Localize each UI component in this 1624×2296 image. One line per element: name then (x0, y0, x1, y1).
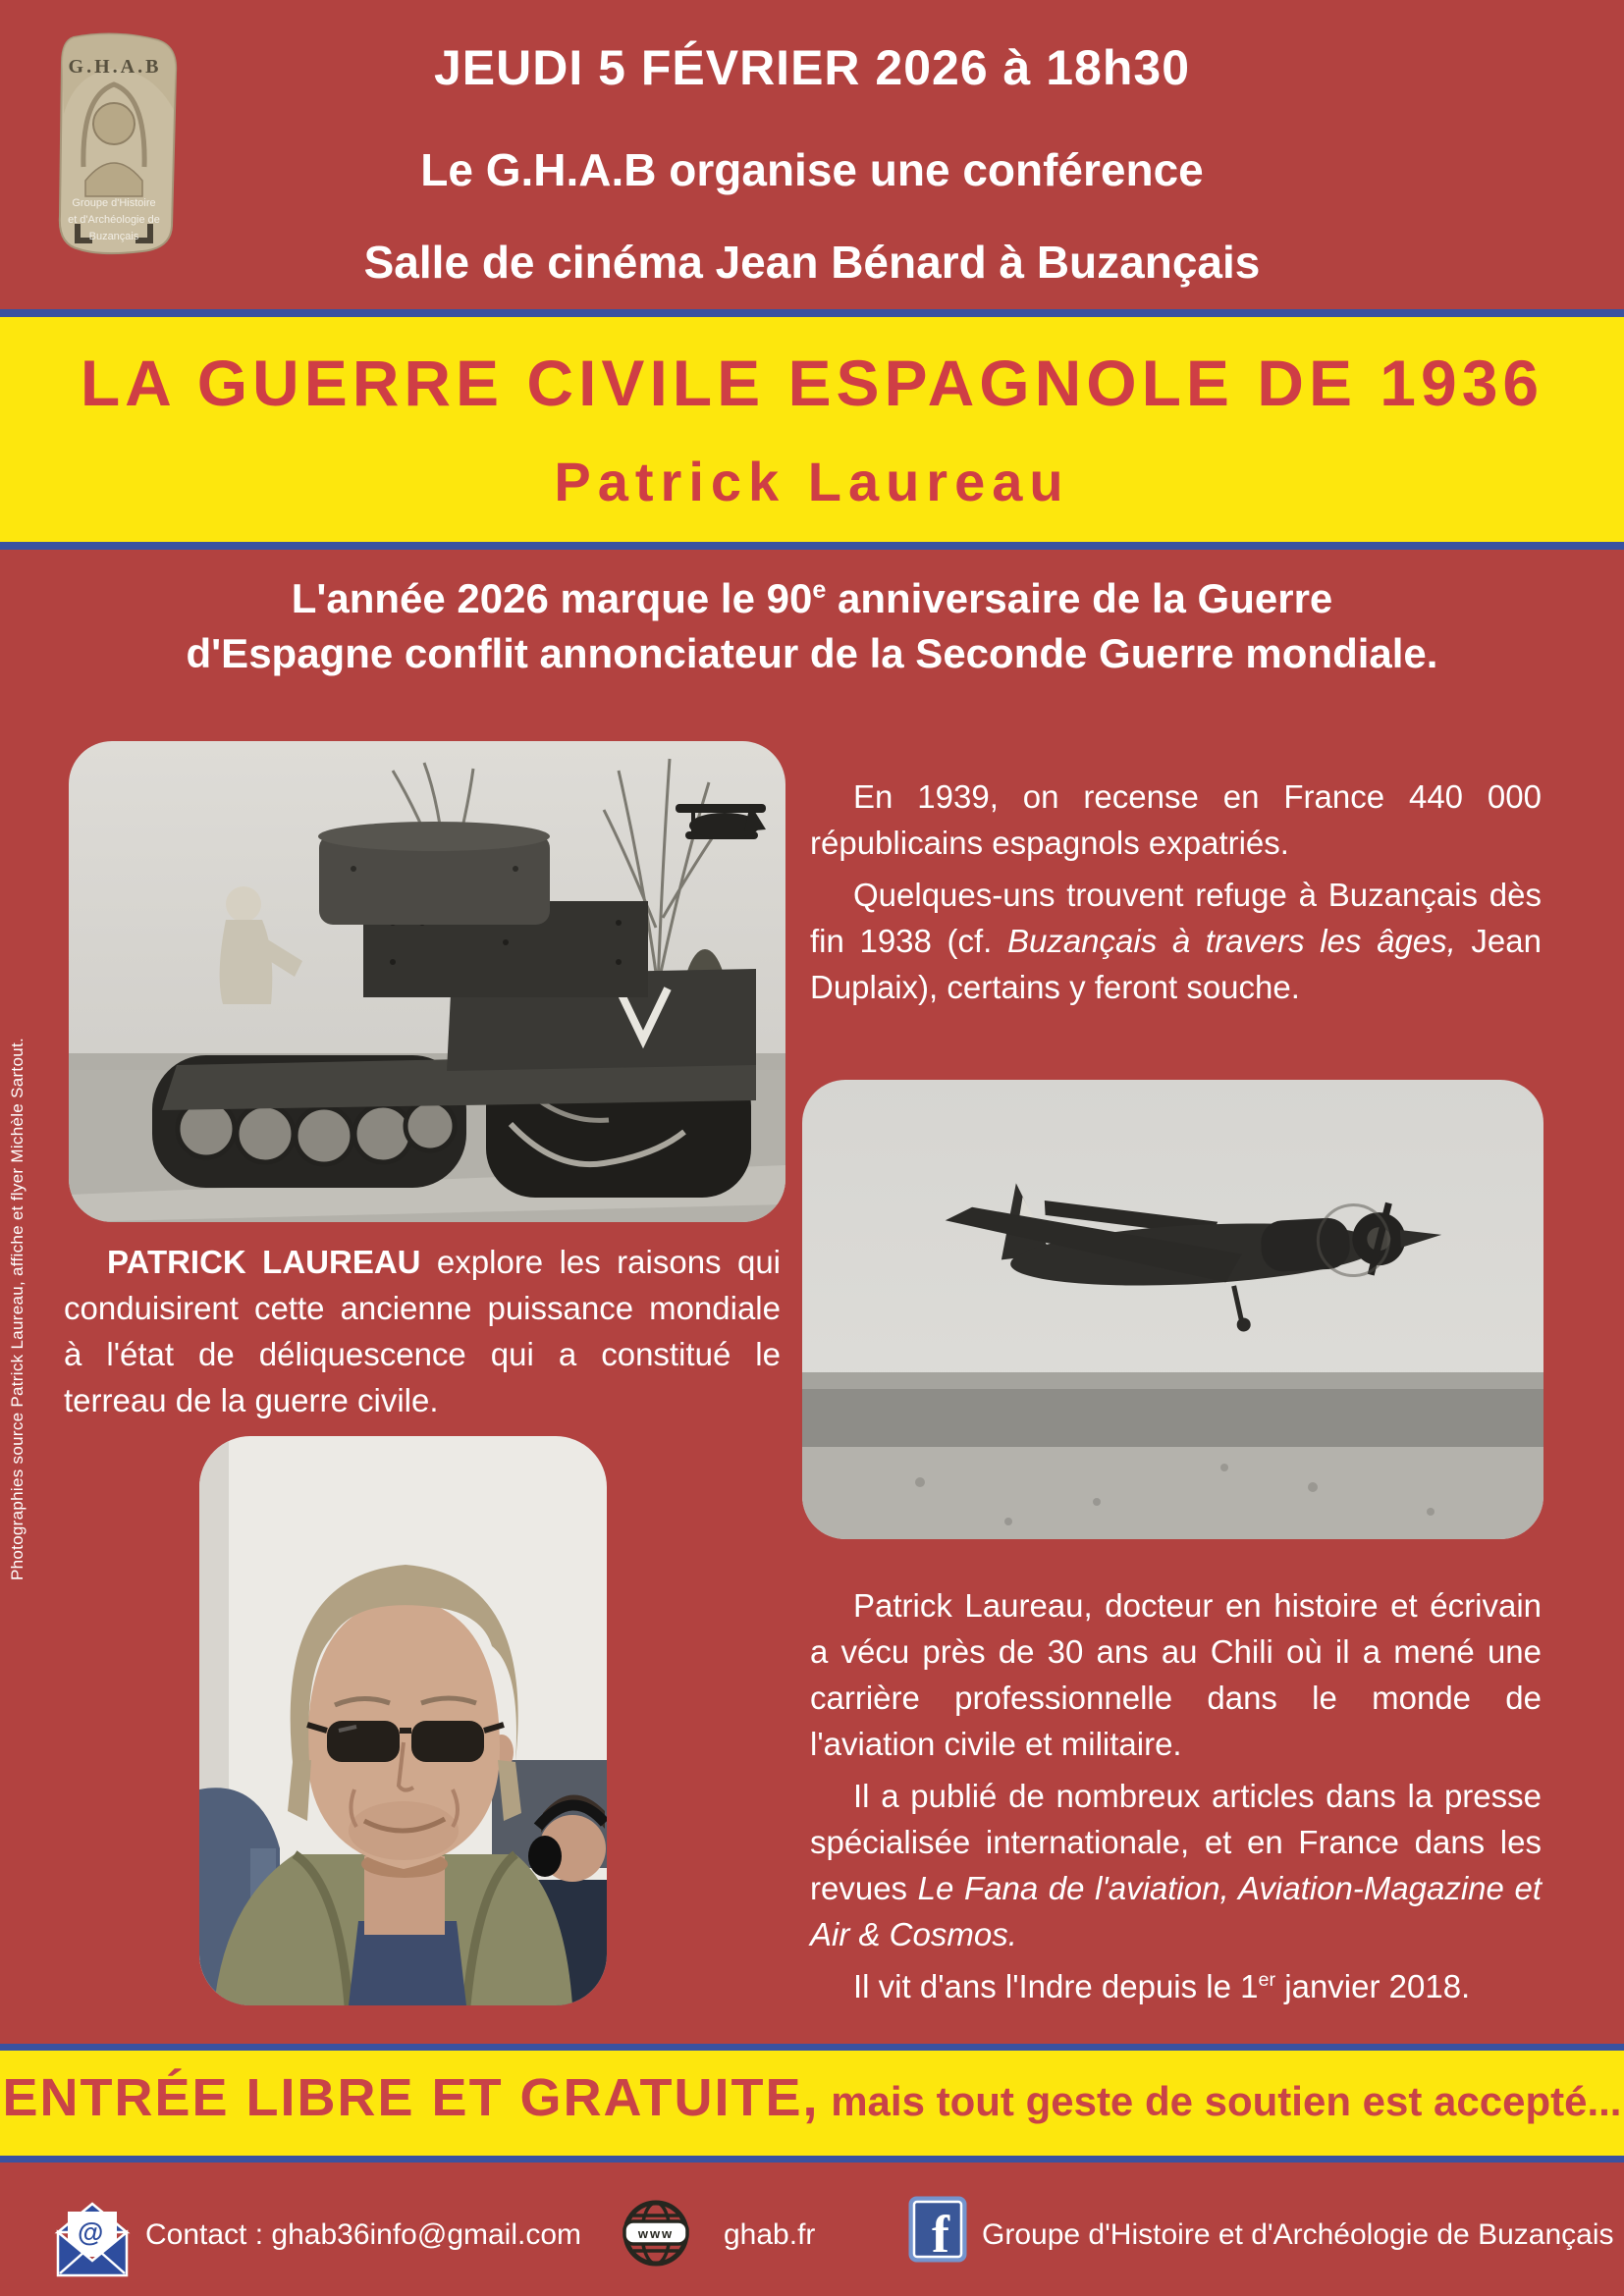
facebook-f: f (932, 2205, 949, 2263)
entry-announcement (0, 2067, 1624, 2128)
logo-small-line2: et d'Archéologie de (68, 214, 160, 226)
logo-small-line3: Buzançais (88, 231, 139, 242)
logo-acronym: G.H.A.B (68, 56, 162, 78)
contact-email[interactable]: Contact : ghab36info@gmail.com (145, 2218, 582, 2251)
text-block-speaker-topic (64, 1239, 781, 1423)
airplane-photo-illustration (802, 1080, 1543, 1539)
intro-line-2: d'Espagne conflit annonciateur de la Seconde Guerre mondiale. (186, 630, 1438, 676)
www-label: www (637, 2226, 675, 2241)
entry-support-label: mais tout geste de soutien est accepté... (819, 2078, 1622, 2124)
facebook-group-name[interactable]: Groupe d'Histoire et d'Archéologie de Buzançais (982, 2218, 1614, 2251)
at-symbol: @ (78, 2217, 104, 2247)
photo-credit-caption: Photographies source Patrick Laureau, affiche et flyer Michèle Sartout. (8, 1038, 27, 1580)
logo-small-line1: Groupe d'Histoire (72, 197, 156, 209)
text-block-biography (810, 1582, 1542, 2009)
speaker-name: Patrick Laureau (554, 451, 1070, 512)
divider-top-1 (0, 309, 1624, 317)
superscript-er: er (1258, 1969, 1276, 1991)
superscript-e: e (812, 576, 827, 604)
paragraph: Quelques-uns trouvent refuge à Buzançais dès fin 1938 (cf. Buzançais à travers les âges, Jean Duplaix), certains y feront souche. (810, 877, 1542, 1005)
paragraph: En 1939, on recense en France 440 000 républicains espagnols expatriés. (810, 778, 1542, 861)
speaker-name-inline: PATRICK LAUREAU (107, 1244, 421, 1280)
tank-photo (69, 741, 785, 1222)
website-globe-icon (622, 2196, 690, 2270)
intro-line-1: L'année 2026 marque le 90e anniversaire de la Guerre (291, 575, 1333, 621)
paragraph: Il vit d'ans l'Indre depuis le 1er janvier 2018. (853, 1968, 1471, 2004)
website-url[interactable]: ghab.fr (724, 2218, 816, 2251)
event-venue: Salle de cinéma Jean Bénard à Buzançais (363, 237, 1261, 288)
paragraph: PATRICK LAUREAU explore les raisons qui conduisirent cette ancienne puissance mondiale à l'état de déliquescence qui a constitué le terreau de la guerre civile. (64, 1244, 781, 1418)
intro-paragraph (0, 571, 1624, 681)
email-envelope-icon (54, 2200, 131, 2278)
portrait-photo (199, 1436, 607, 2005)
divider-bottom-1 (0, 2044, 1624, 2051)
header-band (0, 0, 1624, 309)
facebook-icon (908, 2196, 967, 2263)
portrait-photo-illustration (199, 1436, 607, 2005)
entry-free-label: ENTRÉE LIBRE ET GRATUITE, (2, 2068, 820, 2127)
paragraph: Il a publié de nombreux articles dans la presse spécialisée internationale, et en France dans les revues Le Fana de l'aviation, Aviation-Magazine et Air & Cosmos. (810, 1778, 1542, 1952)
divider-top-2 (0, 542, 1624, 550)
airplane-photo (802, 1080, 1543, 1539)
divider-bottom-2 (0, 2156, 1624, 2163)
text-block-refugees (810, 774, 1542, 1010)
paragraph: Patrick Laureau, docteur en histoire et écrivain a vécu près de 30 ans au Chili où il a mené une carrière professionnelle dans le monde de l'aviation civile et militaire. (810, 1587, 1542, 1762)
footer (0, 2163, 1624, 2296)
conference-title: LA GUERRE CIVILE ESPAGNOLE DE 1936 (80, 347, 1544, 419)
event-organizer: Le G.H.A.B organise une conférence (420, 144, 1204, 195)
tank-photo-illustration (69, 741, 785, 1222)
event-datetime: JEUDI 5 FÉVRIER 2026 à 18h30 (433, 40, 1191, 95)
